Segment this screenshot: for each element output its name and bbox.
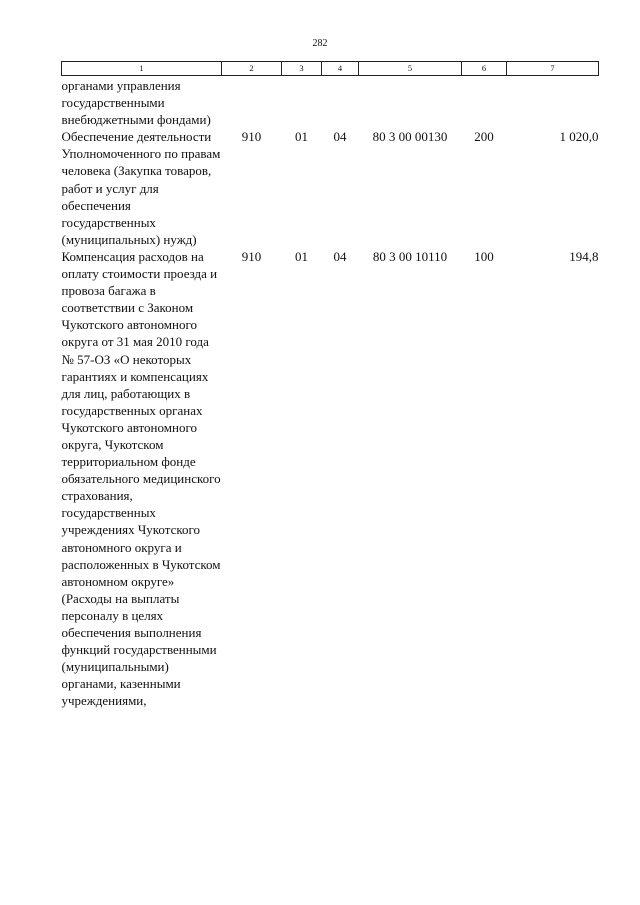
row-target — [359, 76, 462, 129]
col-header-5: 5 — [359, 62, 462, 76]
row-subsection: 04 — [333, 248, 347, 264]
budget-table — [61, 61, 599, 709]
col-header-3: 3 — [282, 62, 322, 76]
row-amount — [507, 76, 599, 129]
row-type: 100 — [474, 248, 494, 264]
row-section: 01 — [295, 129, 308, 145]
column-number-header — [62, 62, 599, 76]
row-name: Компенсация расходов на оплату стоимости проезда и провоза багажа в соответствии с Законом Чукотского автономного округа от 31 мая 2010 года № 57-ОЗ «О некоторых гарантиях и компенсациях для лиц, работающих в государственных органах Чукотского автономного округа, Чукотском территориальном фонде обязательного медицинского страхования, государственных учреждениях Чукотского автономного округа и расположенных в Чукотском автономном округе» (Расходы на выплаты персоналу в целях обеспечения выполнения функций государственными (муниципальными) органами, казенными учреждениями, — [61, 248, 221, 709]
table-row — [62, 128, 599, 248]
row-target: 80 3 00 00130 — [372, 129, 448, 145]
col-header-1: 1 — [62, 62, 222, 76]
col-header-6: 6 — [462, 62, 507, 76]
row-ministry: 910 — [241, 248, 262, 264]
row-target: 80 3 00 10110 — [372, 248, 448, 264]
row-name: органами управления государственными внебюджетными фондами) — [61, 78, 211, 128]
row-section: 01 — [295, 248, 308, 264]
row-ministry — [222, 76, 282, 129]
row-name: Обеспечение деятельности Уполномоченного по правам человека (Закупка товаров, работ и услуг для обеспечения государственных (муниципальных) нужд) — [61, 129, 221, 247]
row-amount: 194,8 — [569, 248, 599, 264]
table-row — [62, 76, 599, 129]
col-header-4: 4 — [322, 62, 359, 76]
row-type: 200 — [474, 129, 494, 145]
row-type — [462, 76, 507, 129]
page-number: 282 — [312, 38, 328, 49]
table-row — [62, 248, 599, 710]
row-subsection: 04 — [333, 129, 347, 145]
row-subsection — [322, 76, 359, 129]
col-header-2: 2 — [222, 62, 282, 76]
col-header-7: 7 — [507, 62, 599, 76]
row-amount: 1 020,0 — [559, 129, 599, 145]
row-section — [282, 76, 322, 129]
row-ministry: 910 — [241, 129, 262, 145]
